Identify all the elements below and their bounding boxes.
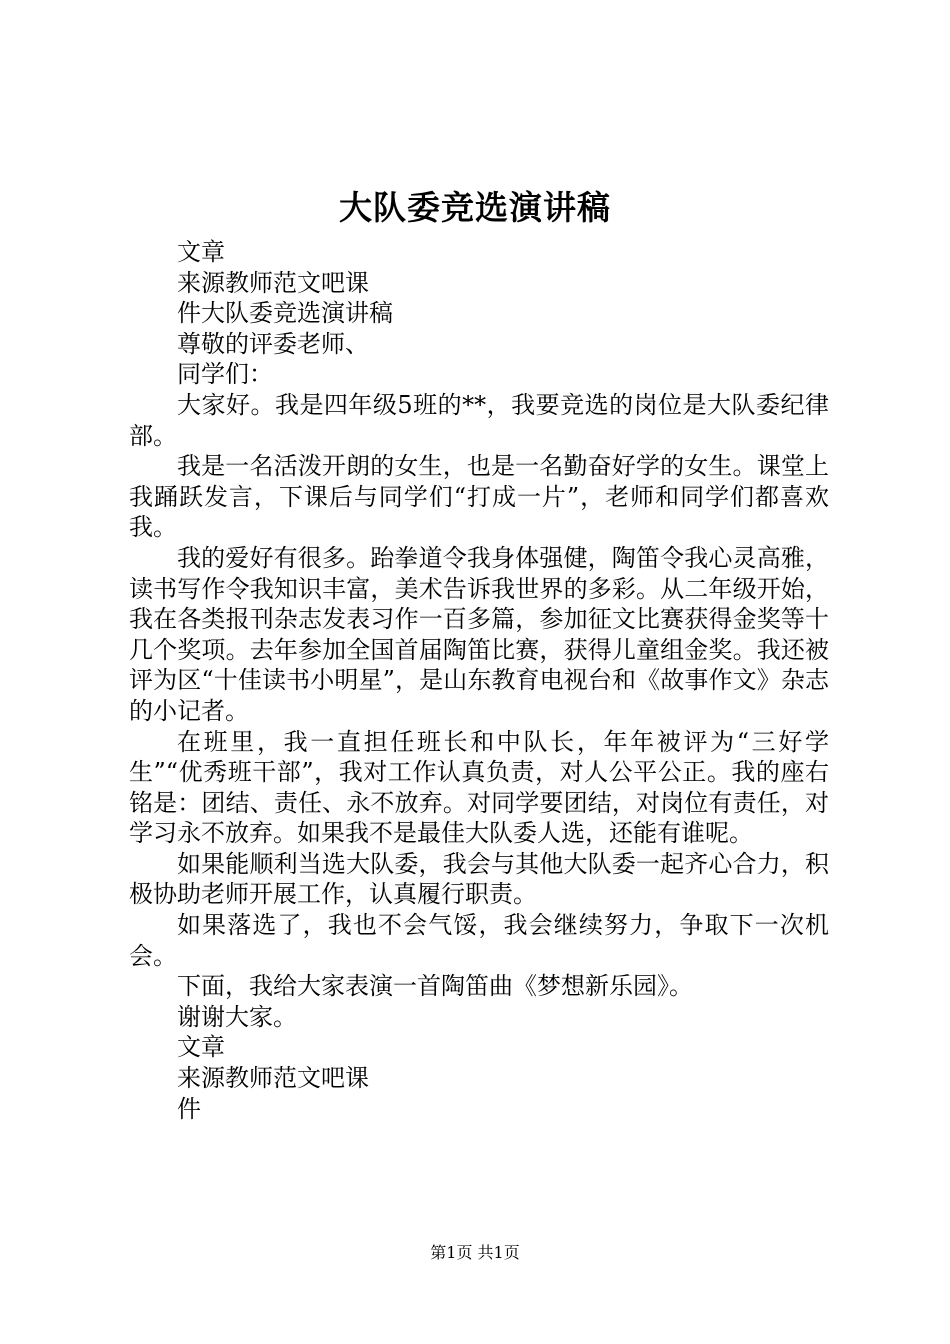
paragraph-14: 文章 xyxy=(177,1033,225,1062)
paragraph-6: 大家好。我是四年级5班的**，我要竞选的岗位是大队委纪律部。 xyxy=(129,390,829,450)
paragraph-16: 件 xyxy=(177,1094,201,1123)
paragraph-2: 来源教师范文吧课 xyxy=(177,268,369,297)
paragraph-4: 尊敬的评委老师、 xyxy=(177,329,369,358)
paragraph-11: 如果落选了，我也不会气馁，我会继续努力，争取下一次机会。 xyxy=(129,911,829,970)
paragraph-8: 我的爱好有很多。跆拳道令我身体强健，陶笛令我心灵高雅，读书写作令我知识丰富，美术告诉我世界的多彩。从二年级开始，我在各类报刊杂志发表习作一百多篇，参加征文比赛获得金奖等十几个奖项。去年参加全国首届陶笛比赛，获得儿童组金奖。我还被评为区“十佳读书小明星”，是山东教育电视台和《故事作文》杂志的小记者。 xyxy=(129,543,829,725)
paragraph-12: 下面，我给大家表演一首陶笛曲《梦想新乐园》。 xyxy=(177,972,693,1001)
page-number-footer: 第1页 共1页 xyxy=(430,1243,520,1262)
paragraph-15: 来源教师范文吧课 xyxy=(177,1064,369,1093)
paragraph-3: 件大队委竞选演讲稿 xyxy=(177,299,393,328)
document-title: 大队委竞选演讲稿 xyxy=(339,188,611,227)
paragraph-10: 如果能顺利当选大队委，我会与其他大队委一起齐心合力，积极协助老师开展工作，认真履行职责。 xyxy=(129,849,829,909)
paragraph-1: 文章 xyxy=(177,238,225,266)
paragraph-5: 同学们： xyxy=(177,360,273,389)
paragraph-7: 我是一名活泼开朗的女生，也是一名勤奋好学的女生。课堂上我踊跃发言，下课后与同学们“打成一片”，老师和同学们都喜欢我。 xyxy=(129,452,829,542)
paragraph-13: 谢谢大家。 xyxy=(177,1002,297,1031)
paragraph-9: 在班里，我一直担任班长和中队长，年年被评为“三好学生”“优秀班干部”，我对工作认真负责，对人公平公正。我的座右铭是：团结、责任、永不放弃。对同学要团结，对岗位有责任，对学习永不放弃。如果我不是最佳大队委人选，还能有谁呢。 xyxy=(129,727,829,848)
document-body xyxy=(129,237,829,1124)
